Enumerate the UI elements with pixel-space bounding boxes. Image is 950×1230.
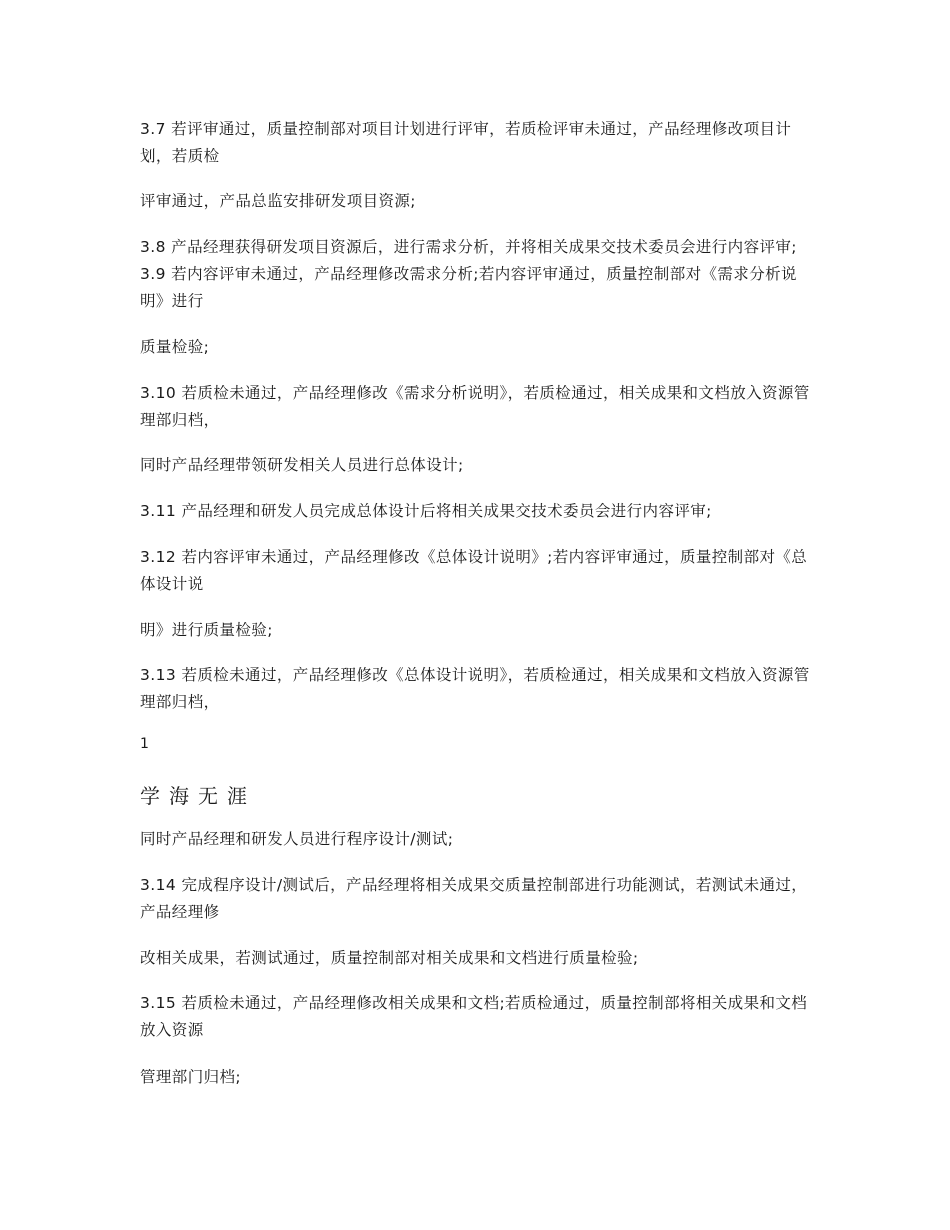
paragraph-3-7: 3.7 若评审通过，质量控制部对项目计划进行评审，若质检评审未通过，产品经理修改项目计划，若质检 bbox=[140, 120, 792, 165]
paragraph-3-9-continued: 质量检验; bbox=[140, 338, 210, 356]
paragraph-3-12-continued: 明》进行质量检验; bbox=[140, 621, 273, 639]
paragraph-3-13-continued: 同时产品经理和研发人员进行程序设计/测试; bbox=[140, 830, 454, 848]
paragraph-3-7-continued: 评审通过，产品总监安排研发项目资源; bbox=[140, 192, 416, 210]
section-heading: 学海无涯 bbox=[140, 784, 256, 808]
paragraph-3-14-continued: 改相关成果，若测试通过，质量控制部对相关成果和文档进行质量检验; bbox=[140, 949, 639, 967]
paragraph-3-11: 3.11 产品经理和研发人员完成总体设计后将相关成果交技术委员会进行内容评审; bbox=[140, 502, 712, 520]
paragraph-3-15: 3.15 若质检未通过，产品经理修改相关成果和文档;若质检通过，质量控制部将相关成果和文档放入资源 bbox=[140, 994, 808, 1039]
paragraph-3-10: 3.10 若质检未通过，产品经理修改《需求分析说明》，若质检通过，相关成果和文档放入资源管理部归档， bbox=[140, 384, 810, 429]
paragraph-3-10-continued: 同时产品经理带领研发相关人员进行总体设计; bbox=[140, 456, 464, 474]
paragraph-3-8-3-9: 3.8 产品经理获得研发项目资源后，进行需求分析，并将相关成果交技术委员会进行内容评审; 3.9 若内容评审未通过，产品经理修改需求分析;若内容评审通过，质量控制部对《需求分析说明》进行 bbox=[140, 238, 803, 310]
page-number: 1 bbox=[140, 736, 149, 752]
paragraph-3-14: 3.14 完成程序设计/测试后，产品经理将相关成果交质量控制部进行功能测试，若测试未通过，产品经理修 bbox=[140, 876, 808, 921]
paragraph-3-12: 3.12 若内容评审未通过，产品经理修改《总体设计说明》;若内容评审通过，质量控制部对《总体设计说 bbox=[140, 548, 808, 593]
paragraph-3-15-continued: 管理部门归档; bbox=[140, 1068, 242, 1086]
paragraph-3-13: 3.13 若质检未通过，产品经理修改《总体设计说明》，若质检通过，相关成果和文档放入资源管理部归档， bbox=[140, 666, 810, 711]
